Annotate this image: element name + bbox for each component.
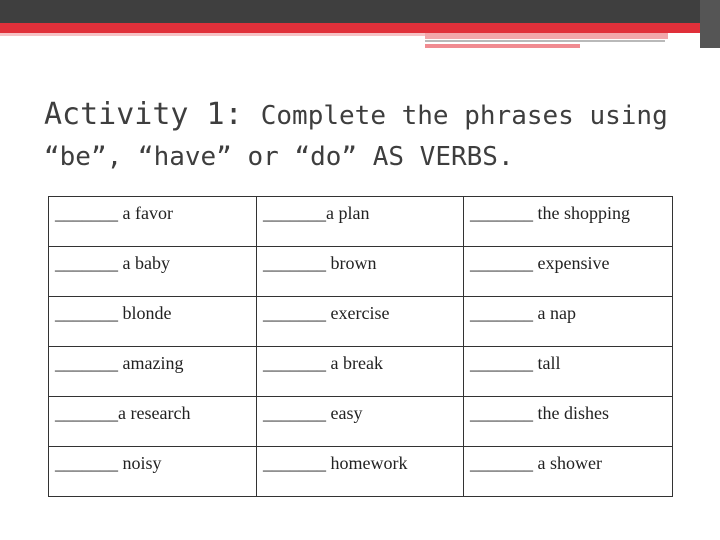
table-cell: _______ the dishes [464,397,673,447]
table-cell: _______ amazing [49,347,257,397]
table-cell: _______ noisy [49,447,257,497]
table-cell: _______a research [49,397,257,447]
table-cell: _______ brown [257,247,464,297]
top-band-accent-gray [425,40,665,42]
table-cell: _______ homework [257,447,464,497]
table-cell: _______ exercise [257,297,464,347]
table-cell: _______ expensive [464,247,673,297]
table-cell: _______ a break [257,347,464,397]
table-cell: _______ a baby [49,247,257,297]
top-band-accent-pink [425,33,668,39]
slide-title-rest: Complete the phrases using “be”, “have” or “do” AS VERBS. [44,101,668,172]
top-band-corner [700,0,720,48]
table-row [49,397,673,447]
top-band-accent-red [425,44,580,48]
table-cell: _______ a favor [49,197,257,247]
table-cell: _______ blonde [49,297,257,347]
table-cell: _______ a nap [464,297,673,347]
table-row [49,247,673,297]
slide-title-lead: Activity 1: [44,97,261,132]
table-row [49,447,673,497]
table-cell: _______a plan [257,197,464,247]
table-row [49,197,673,247]
table-cell: _______ a shower [464,447,673,497]
top-band-accent-light [0,33,425,36]
table-cell: _______ tall [464,347,673,397]
top-band-dark [0,0,720,23]
table-cell: _______ the shopping [464,197,673,247]
table-cell: _______ easy [257,397,464,447]
slide-title [44,96,694,179]
top-band-red [0,23,720,33]
table-row [49,297,673,347]
phrases-table [48,196,673,497]
table-row [49,347,673,397]
